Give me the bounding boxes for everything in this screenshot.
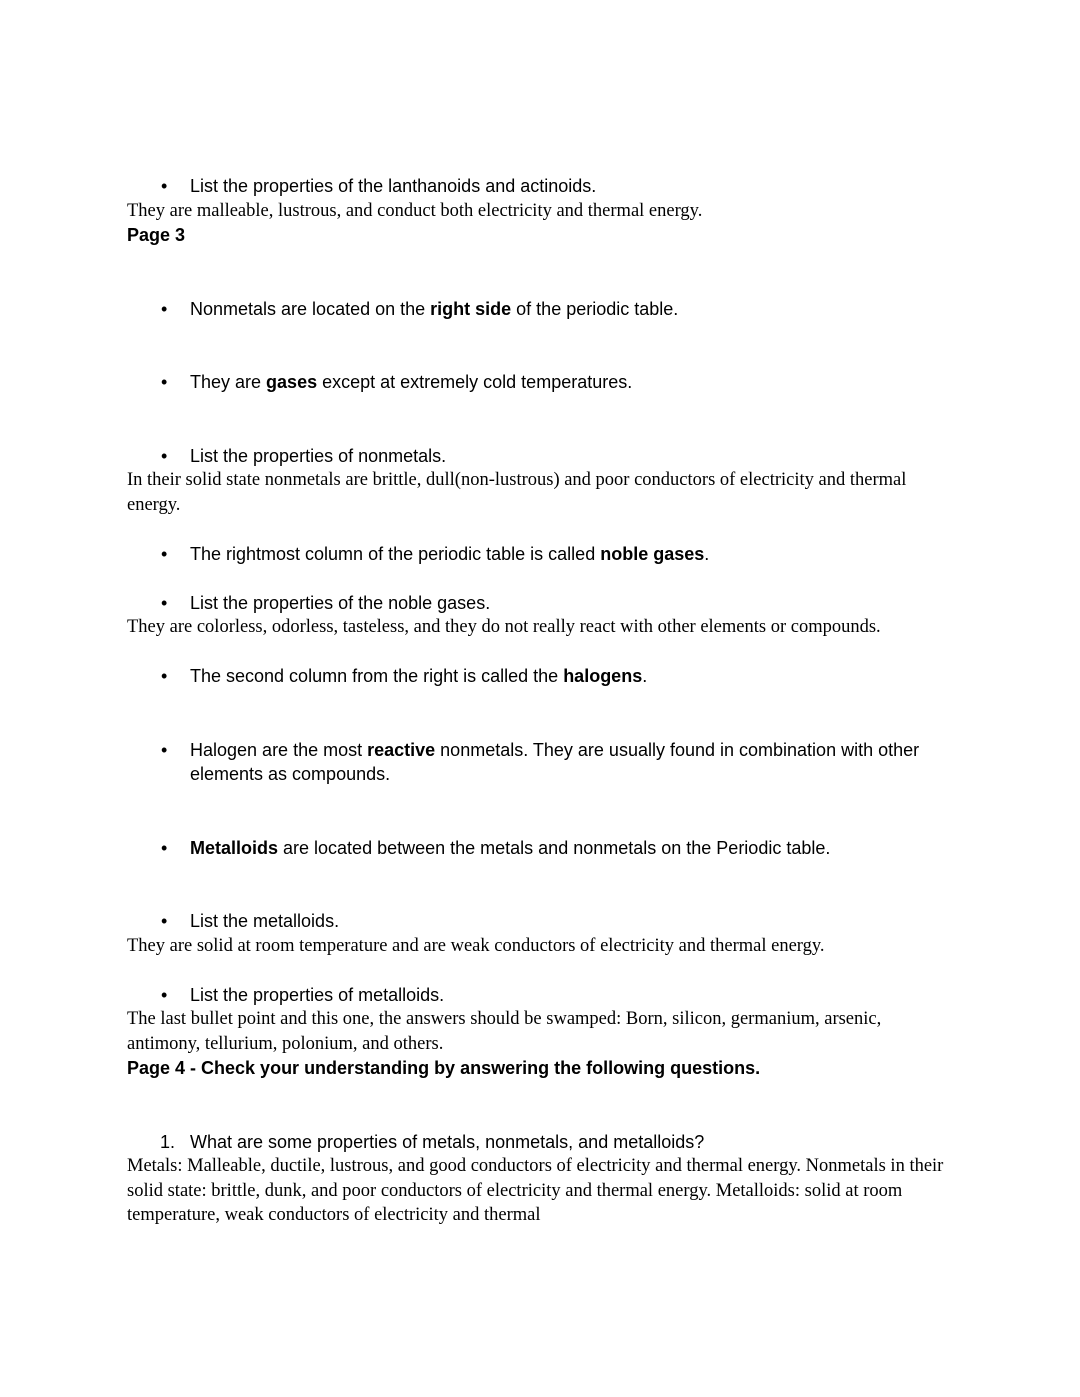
text-segment: In their solid state nonmetals are brittle, dull(non-lustrous) and poor conductors of electricity and thermal energy. — [127, 470, 907, 515]
bullet-item — [127, 174, 954, 199]
text-segment: nonmetals. They are usually found in combination with other elements as compounds. — [190, 739, 920, 784]
text-segment: . — [642, 666, 648, 686]
bullet-icon: • — [161, 445, 168, 466]
text-segment: List the properties of the lanthanoids and actinoids. — [190, 176, 597, 196]
text-segment: Halogen are the most — [190, 739, 368, 760]
text-segment: The rightmost column of the periodic table is called — [190, 543, 601, 564]
text-segment: except at extremely cold temperatures. — [317, 372, 633, 392]
bullet-item — [127, 297, 954, 322]
bullet-item — [127, 664, 954, 689]
numbered-item — [127, 1130, 954, 1155]
bullet-icon: • — [161, 298, 168, 319]
bullet-icon: • — [161, 911, 168, 931]
text-segment: List the properties of the noble gases. — [190, 592, 491, 613]
text-segment: Nonmetals are located on the — [190, 298, 431, 319]
section-heading — [127, 1056, 954, 1081]
text-segment: They are — [190, 372, 267, 392]
text-segment: . — [704, 543, 710, 564]
bullet-icon: • — [161, 739, 168, 760]
text-segment: The last bullet point and this one, the answers should be swamped: Born, silicon, germanium, arsenic, antimony, tellurium, polonium, and others. — [127, 1009, 882, 1054]
text-segment: The second column from the right is called the — [190, 666, 564, 686]
text-segment: List the metalloids. — [190, 911, 340, 931]
text-segment: They are solid at room temperature and are weak conductors of electricity and thermal energy. — [127, 935, 825, 956]
bullet-item — [127, 370, 954, 395]
text-segment: are located between the metals and nonmetals on the Periodic table. — [278, 837, 831, 858]
bullet-icon: • — [161, 176, 168, 196]
bullet-item — [127, 983, 954, 1008]
text-segment: Page 3 — [127, 225, 186, 245]
text-segment: right side — [430, 298, 512, 319]
text-segment: Metals: Malleable, ductile, lustrous, and good conductors of electricity and thermal energy. Nonmetals in their solid state: brittle, dunk, and poor conductors of electricity and thermal energy. Metalloids: solid at room temperature, weak conductors of electricity and thermal — [127, 1156, 944, 1225]
section-heading — [127, 223, 954, 248]
bullet-item — [127, 909, 954, 934]
bullet-icon: • — [161, 666, 168, 686]
bullet-icon: • — [161, 984, 168, 1005]
bullet-item — [127, 542, 954, 567]
bullet-item — [127, 836, 954, 861]
list-number: 1. — [160, 1131, 176, 1152]
text-segment: They are colorless, odorless, tasteless, and they do not really react with other elements or compounds. — [127, 617, 881, 637]
bullet-item — [127, 444, 954, 469]
bullet-item — [127, 591, 954, 616]
answer-text — [127, 199, 954, 224]
text-segment: halogens — [563, 666, 643, 686]
bullet-icon: • — [161, 372, 168, 392]
answer-text — [127, 934, 954, 959]
text-segment: They are malleable, lustrous, and conduct both electricity and thermal energy. — [127, 200, 703, 221]
text-segment: What are some properties of metals, nonmetals, and metalloids? — [190, 1131, 705, 1152]
bullet-icon: • — [161, 837, 168, 858]
bullet-item — [127, 738, 954, 787]
answer-text — [127, 615, 954, 640]
document-content — [127, 174, 954, 1228]
text-segment: gases — [266, 372, 318, 392]
text-segment: of the periodic table. — [511, 298, 679, 319]
answer-text — [127, 1007, 954, 1056]
text-segment: Page 4 - Check your understanding by answering the following questions. — [127, 1058, 761, 1078]
text-segment: List the properties of metalloids. — [190, 984, 445, 1005]
text-segment: noble gases — [600, 543, 705, 564]
answer-text — [127, 1154, 954, 1228]
bullet-icon: • — [161, 543, 168, 564]
text-segment: reactive — [367, 739, 436, 760]
text-segment: Metalloids — [190, 837, 279, 858]
text-segment: List the properties of nonmetals. — [190, 445, 447, 466]
bullet-icon: • — [161, 592, 168, 613]
answer-text — [127, 468, 954, 517]
